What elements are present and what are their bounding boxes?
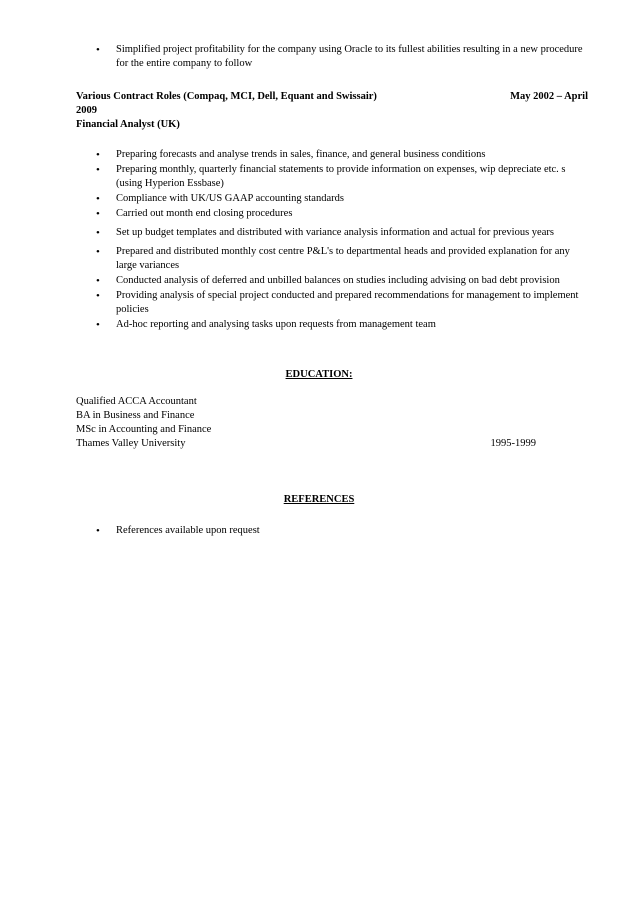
bullet-dot-icon: • [96, 149, 100, 161]
education-list [76, 395, 536, 451]
duties-list [0, 148, 638, 333]
list-item [0, 43, 638, 71]
list-item [0, 192, 638, 206]
list-item [0, 274, 638, 288]
job-dates: May 2002 – April [510, 91, 588, 102]
list-item [0, 163, 638, 191]
bullet-text: Providing analysis of special project conducted and prepared recommendations for management to implement policies [116, 290, 579, 315]
bullet-text: Carried out month end closing procedures [116, 208, 293, 219]
education-years: 1995-1999 [490, 438, 536, 449]
references-list [0, 524, 638, 538]
bullet-dot-icon: • [96, 208, 100, 220]
list-item [0, 226, 638, 240]
list-item [0, 245, 638, 273]
bullet-text: Preparing monthly, quarterly financial statements to provide information on expenses, wip depreciate etc. s (using Hyperion Essbase) [116, 164, 566, 189]
education-heading: EDUCATION: [285, 369, 353, 380]
list-item [0, 148, 638, 162]
bullet-dot-icon: • [96, 193, 100, 205]
references-heading: REFERENCES [283, 494, 355, 505]
list-item [0, 207, 638, 221]
education-line: MSc in Accounting and Finance [76, 424, 212, 435]
university-name: Thames Valley University [76, 438, 186, 449]
bullet-text: Compliance with UK/US GAAP accounting standards [116, 193, 344, 204]
bullet-dot-icon: • [96, 44, 100, 56]
education-line: BA in Business and Finance [76, 410, 195, 421]
bullet-dot-icon: • [96, 525, 100, 537]
bullet-text: References available upon request [116, 525, 260, 536]
bullet-text: Prepared and distributed monthly cost centre P&L's to departmental heads and provided explanation for any large variances [116, 246, 570, 271]
bullet-dot-icon: • [96, 246, 100, 258]
bullet-dot-icon: • [96, 319, 100, 331]
job-title: Financial Analyst (UK) [76, 119, 180, 130]
bullet-dot-icon: • [96, 227, 100, 239]
education-university-row [76, 437, 536, 451]
bullet-text: Preparing forecasts and analyse trends in sales, finance, and general business conditions [116, 149, 486, 160]
list-item [0, 318, 638, 332]
top-bullet-list [0, 43, 638, 71]
bullet-text: Set up budget templates and distributed with variance analysis information and actual for previous years [116, 227, 554, 238]
job-header [76, 90, 588, 104]
job-role: Various Contract Roles (Compaq, MCI, Dell, Equant and Swissair) [76, 91, 377, 102]
bullet-dot-icon: • [96, 290, 100, 302]
bullet-dot-icon: • [96, 275, 100, 287]
education-line: Qualified ACCA Accountant [76, 396, 197, 407]
list-item [0, 524, 638, 538]
list-item [0, 289, 638, 317]
bullet-text: Simplified project profitability for the company using Oracle to its fullest abilities resulting in a new procedure for the entire company to follow [116, 44, 583, 69]
job-year: 2009 [76, 105, 97, 116]
bullet-dot-icon: • [96, 164, 100, 176]
bullet-text: Conducted analysis of deferred and unbilled balances on studies including advising on bad debt provision [116, 275, 560, 286]
bullet-text: Ad-hoc reporting and analysing tasks upon requests from management team [116, 319, 436, 330]
